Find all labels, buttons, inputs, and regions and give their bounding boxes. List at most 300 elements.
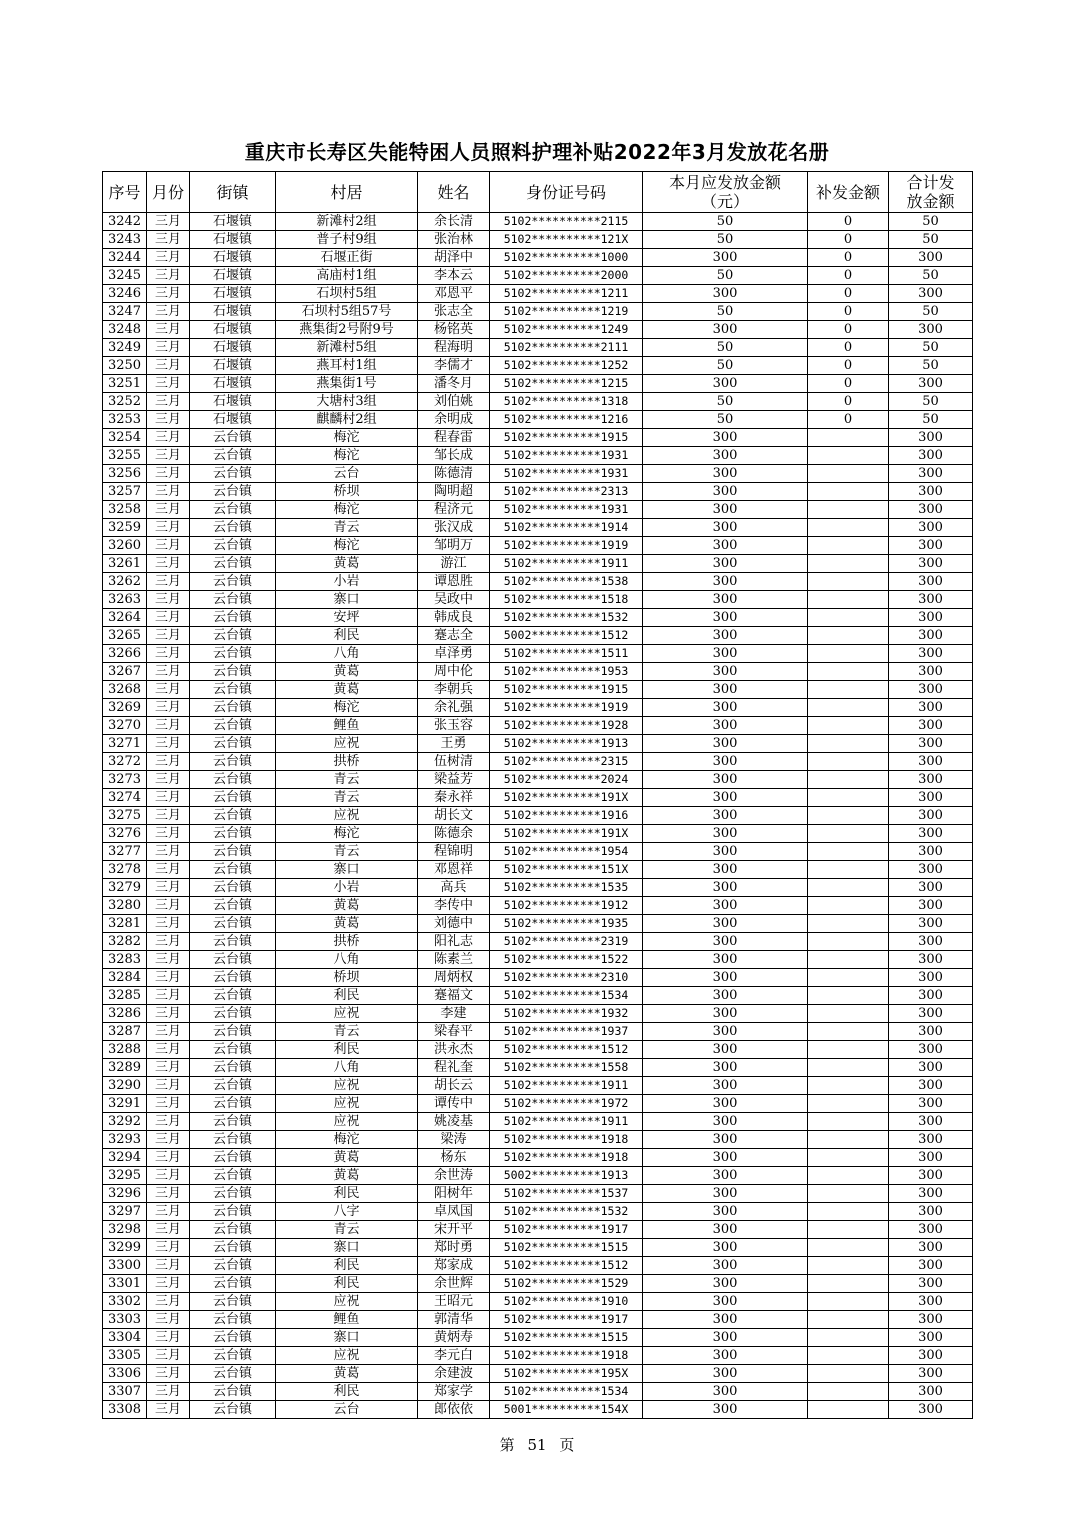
cell-backpay	[808, 1131, 889, 1149]
cell-monthly-amount: 50	[643, 267, 808, 285]
cell-backpay: 0	[808, 231, 889, 249]
cell-index: 3287	[103, 1023, 147, 1041]
table-row	[103, 1113, 973, 1131]
cell-total: 300	[889, 519, 973, 537]
cell-monthly-amount: 300	[643, 681, 808, 699]
cell-monthly-amount: 300	[643, 609, 808, 627]
cell-id-number: 5102**********1916	[490, 807, 643, 825]
cell-total: 300	[889, 285, 973, 303]
cell-village: 八角	[276, 951, 418, 969]
cell-index: 3291	[103, 1095, 147, 1113]
cell-index: 3300	[103, 1257, 147, 1275]
cell-monthly-amount: 300	[643, 429, 808, 447]
cell-monthly-amount: 300	[643, 843, 808, 861]
table-row	[103, 807, 973, 825]
cell-index: 3263	[103, 591, 147, 609]
cell-backpay	[808, 1401, 889, 1419]
cell-monthly-amount: 300	[643, 1113, 808, 1131]
table-row	[103, 717, 973, 735]
cell-village: 黄葛	[276, 1167, 418, 1185]
cell-monthly-amount: 300	[643, 1023, 808, 1041]
cell-total: 300	[889, 591, 973, 609]
cell-id-number: 5102**********2319	[490, 933, 643, 951]
cell-id-number: 5102**********191X	[490, 825, 643, 843]
cell-total: 300	[889, 645, 973, 663]
cell-month: 三月	[147, 339, 190, 357]
cell-village: 青云	[276, 843, 418, 861]
cell-id-number: 5102**********1512	[490, 1041, 643, 1059]
cell-name: 余明成	[418, 411, 490, 429]
cell-town: 石堰镇	[190, 339, 276, 357]
cell-month: 三月	[147, 861, 190, 879]
cell-monthly-amount: 300	[643, 1383, 808, 1401]
cell-name: 张汉成	[418, 519, 490, 537]
cell-name: 周炳权	[418, 969, 490, 987]
cell-month: 三月	[147, 1293, 190, 1311]
cell-total: 300	[889, 1185, 973, 1203]
cell-monthly-amount: 50	[643, 411, 808, 429]
cell-id-number: 5102**********1918	[490, 1347, 643, 1365]
cell-total: 300	[889, 1293, 973, 1311]
cell-index: 3257	[103, 483, 147, 501]
cell-index: 3276	[103, 825, 147, 843]
cell-total: 300	[889, 933, 973, 951]
cell-village: 黄葛	[276, 1149, 418, 1167]
cell-town: 石堰镇	[190, 285, 276, 303]
cell-village: 利民	[276, 987, 418, 1005]
cell-id-number: 5102**********1000	[490, 249, 643, 267]
cell-total: 300	[889, 627, 973, 645]
cell-total: 300	[889, 1221, 973, 1239]
table-row	[103, 1311, 973, 1329]
table-row	[103, 897, 973, 915]
cell-town: 云台镇	[190, 843, 276, 861]
cell-village: 利民	[276, 1383, 418, 1401]
cell-name: 蹇志全	[418, 627, 490, 645]
cell-backpay: 0	[808, 339, 889, 357]
cell-village: 麒麟村2组	[276, 411, 418, 429]
cell-town: 云台镇	[190, 663, 276, 681]
cell-backpay	[808, 1365, 889, 1383]
cell-village: 寨口	[276, 591, 418, 609]
table-row	[103, 555, 973, 573]
cell-id-number: 5102**********1558	[490, 1059, 643, 1077]
cell-name: 郑家成	[418, 1257, 490, 1275]
cell-backpay	[808, 1059, 889, 1077]
cell-index: 3260	[103, 537, 147, 555]
table-row	[103, 537, 973, 555]
cell-monthly-amount: 300	[643, 1401, 808, 1419]
cell-backpay	[808, 1203, 889, 1221]
cell-id-number: 5102**********195X	[490, 1365, 643, 1383]
cell-village: 梅沱	[276, 429, 418, 447]
cell-monthly-amount: 300	[643, 1005, 808, 1023]
cell-backpay: 0	[808, 393, 889, 411]
cell-monthly-amount: 300	[643, 915, 808, 933]
cell-backpay: 0	[808, 249, 889, 267]
cell-month: 三月	[147, 1167, 190, 1185]
cell-town: 云台镇	[190, 1023, 276, 1041]
cell-month: 三月	[147, 213, 190, 231]
cell-month: 三月	[147, 573, 190, 591]
cell-monthly-amount: 300	[643, 1149, 808, 1167]
cell-monthly-amount: 300	[643, 807, 808, 825]
cell-index: 3275	[103, 807, 147, 825]
cell-month: 三月	[147, 519, 190, 537]
cell-name: 张玉容	[418, 717, 490, 735]
table-row	[103, 951, 973, 969]
cell-month: 三月	[147, 1311, 190, 1329]
cell-name: 吴政中	[418, 591, 490, 609]
cell-month: 三月	[147, 1059, 190, 1077]
cell-name: 阳礼志	[418, 933, 490, 951]
cell-village: 新滩村2组	[276, 213, 418, 231]
table-row	[103, 591, 973, 609]
cell-monthly-amount: 300	[643, 1203, 808, 1221]
cell-id-number: 5102**********1249	[490, 321, 643, 339]
cell-village: 梅沱	[276, 699, 418, 717]
cell-index: 3293	[103, 1131, 147, 1149]
cell-town: 云台镇	[190, 1059, 276, 1077]
cell-backpay	[808, 519, 889, 537]
cell-monthly-amount: 300	[643, 465, 808, 483]
cell-total: 300	[889, 1113, 973, 1131]
cell-backpay	[808, 807, 889, 825]
cell-backpay	[808, 753, 889, 771]
cell-total: 300	[889, 1329, 973, 1347]
cell-backpay	[808, 1329, 889, 1347]
cell-total: 300	[889, 861, 973, 879]
cell-village: 应祝	[276, 1077, 418, 1095]
cell-total: 300	[889, 321, 973, 339]
page-number: 51	[527, 1436, 547, 1454]
cell-total: 50	[889, 267, 973, 285]
cell-monthly-amount: 300	[643, 555, 808, 573]
cell-town: 石堰镇	[190, 249, 276, 267]
cell-name: 高兵	[418, 879, 490, 897]
cell-town: 云台镇	[190, 1275, 276, 1293]
cell-id-number: 5102**********1529	[490, 1275, 643, 1293]
cell-name: 程济元	[418, 501, 490, 519]
cell-name: 李传中	[418, 897, 490, 915]
footer-prefix: 第	[499, 1436, 515, 1454]
cell-town: 云台镇	[190, 447, 276, 465]
col-header-index: 序号	[103, 172, 147, 213]
cell-village: 石堰正街	[276, 249, 418, 267]
cell-total: 300	[889, 951, 973, 969]
cell-month: 三月	[147, 1365, 190, 1383]
cell-index: 3292	[103, 1113, 147, 1131]
cell-month: 三月	[147, 1329, 190, 1347]
cell-monthly-amount: 50	[643, 213, 808, 231]
table-row	[103, 1023, 973, 1041]
cell-index: 3284	[103, 969, 147, 987]
cell-town: 云台镇	[190, 519, 276, 537]
cell-month: 三月	[147, 1239, 190, 1257]
table-row	[103, 879, 973, 897]
cell-month: 三月	[147, 969, 190, 987]
cell-id-number: 5102**********1915	[490, 429, 643, 447]
cell-village: 应祝	[276, 1113, 418, 1131]
cell-index: 3282	[103, 933, 147, 951]
cell-id-number: 5102**********1911	[490, 555, 643, 573]
cell-name: 余长清	[418, 213, 490, 231]
table-row	[103, 1059, 973, 1077]
cell-village: 青云	[276, 1221, 418, 1239]
cell-monthly-amount: 50	[643, 303, 808, 321]
cell-monthly-amount: 300	[643, 1131, 808, 1149]
cell-index: 3249	[103, 339, 147, 357]
cell-backpay	[808, 987, 889, 1005]
cell-index: 3295	[103, 1167, 147, 1185]
table-row	[103, 969, 973, 987]
cell-total: 300	[889, 447, 973, 465]
table-row	[103, 429, 973, 447]
cell-town: 云台镇	[190, 1203, 276, 1221]
table-row	[103, 735, 973, 753]
cell-village: 桥坝	[276, 969, 418, 987]
cell-backpay	[808, 789, 889, 807]
cell-total: 50	[889, 357, 973, 375]
cell-town: 云台镇	[190, 1113, 276, 1131]
table-row	[103, 1275, 973, 1293]
cell-backpay: 0	[808, 357, 889, 375]
cell-backpay	[808, 1077, 889, 1095]
cell-village: 黄葛	[276, 1365, 418, 1383]
cell-backpay	[808, 1275, 889, 1293]
cell-town: 石堰镇	[190, 357, 276, 375]
cell-month: 三月	[147, 609, 190, 627]
cell-index: 3299	[103, 1239, 147, 1257]
cell-id-number: 5102**********1919	[490, 537, 643, 555]
cell-month: 三月	[147, 879, 190, 897]
cell-monthly-amount: 300	[643, 1239, 808, 1257]
cell-id-number: 5102**********1914	[490, 519, 643, 537]
cell-month: 三月	[147, 1023, 190, 1041]
cell-backpay	[808, 843, 889, 861]
table-row	[103, 987, 973, 1005]
cell-name: 程锦明	[418, 843, 490, 861]
cell-month: 三月	[147, 987, 190, 1005]
cell-id-number: 5102**********1219	[490, 303, 643, 321]
cell-town: 云台镇	[190, 681, 276, 699]
cell-id-number: 5102**********2313	[490, 483, 643, 501]
cell-name: 陈素兰	[418, 951, 490, 969]
cell-monthly-amount: 300	[643, 771, 808, 789]
cell-index: 3273	[103, 771, 147, 789]
cell-index: 3305	[103, 1347, 147, 1365]
cell-name: 王昭元	[418, 1293, 490, 1311]
cell-village: 小岩	[276, 879, 418, 897]
cell-village: 黄葛	[276, 915, 418, 933]
cell-index: 3247	[103, 303, 147, 321]
cell-monthly-amount: 300	[643, 1275, 808, 1293]
cell-backpay	[808, 1005, 889, 1023]
cell-month: 三月	[147, 591, 190, 609]
cell-town: 云台镇	[190, 771, 276, 789]
cell-month: 三月	[147, 843, 190, 861]
cell-town: 云台镇	[190, 879, 276, 897]
cell-name: 邹明万	[418, 537, 490, 555]
cell-total: 300	[889, 699, 973, 717]
cell-index: 3290	[103, 1077, 147, 1095]
cell-town: 云台镇	[190, 1329, 276, 1347]
cell-month: 三月	[147, 1383, 190, 1401]
cell-total: 50	[889, 393, 973, 411]
cell-name: 郑家学	[418, 1383, 490, 1401]
cell-month: 三月	[147, 933, 190, 951]
cell-monthly-amount: 300	[643, 573, 808, 591]
cell-name: 梁春平	[418, 1023, 490, 1041]
cell-village: 燕耳村1组	[276, 357, 418, 375]
cell-monthly-amount: 300	[643, 1293, 808, 1311]
cell-id-number: 5102**********1318	[490, 393, 643, 411]
cell-town: 云台镇	[190, 897, 276, 915]
cell-village: 新滩村5组	[276, 339, 418, 357]
cell-total: 300	[889, 573, 973, 591]
cell-total: 300	[889, 825, 973, 843]
cell-monthly-amount: 300	[643, 951, 808, 969]
cell-village: 应祝	[276, 1095, 418, 1113]
cell-name: 余世辉	[418, 1275, 490, 1293]
cell-town: 石堰镇	[190, 213, 276, 231]
cell-backpay: 0	[808, 213, 889, 231]
cell-index: 3279	[103, 879, 147, 897]
cell-total: 300	[889, 681, 973, 699]
col-header-village: 村居	[276, 172, 418, 213]
cell-month: 三月	[147, 285, 190, 303]
cell-backpay	[808, 1113, 889, 1131]
page-title: 重庆市长寿区失能特困人员照料护理补贴2022年3月发放花名册	[244, 140, 830, 164]
cell-town: 石堰镇	[190, 303, 276, 321]
cell-name: 阳树年	[418, 1185, 490, 1203]
cell-id-number: 5102**********1910	[490, 1293, 643, 1311]
cell-month: 三月	[147, 447, 190, 465]
cell-village: 八角	[276, 1059, 418, 1077]
cell-town: 云台镇	[190, 1077, 276, 1095]
cell-village: 寨口	[276, 1329, 418, 1347]
cell-id-number: 5102**********1931	[490, 447, 643, 465]
cell-town: 云台镇	[190, 969, 276, 987]
cell-name: 卓凤国	[418, 1203, 490, 1221]
cell-backpay	[808, 465, 889, 483]
cell-id-number: 5102**********1932	[490, 1005, 643, 1023]
cell-name: 李儒才	[418, 357, 490, 375]
cell-index: 3259	[103, 519, 147, 537]
cell-village: 石坝村5组	[276, 285, 418, 303]
cell-id-number: 5102**********1511	[490, 645, 643, 663]
cell-village: 小岩	[276, 573, 418, 591]
cell-index: 3301	[103, 1275, 147, 1293]
roster-body	[103, 213, 973, 1419]
col-header-total: 合计发放金额	[889, 172, 973, 213]
cell-id-number: 5102**********1913	[490, 735, 643, 753]
cell-backpay	[808, 915, 889, 933]
cell-index: 3304	[103, 1329, 147, 1347]
cell-town: 石堰镇	[190, 375, 276, 393]
table-row	[103, 267, 973, 285]
cell-town: 云台镇	[190, 951, 276, 969]
cell-total: 300	[889, 1383, 973, 1401]
table-row	[103, 1257, 973, 1275]
cell-total: 50	[889, 231, 973, 249]
cell-id-number: 5102**********1522	[490, 951, 643, 969]
cell-village: 大塘村3组	[276, 393, 418, 411]
cell-total: 300	[889, 807, 973, 825]
cell-id-number: 5102**********1532	[490, 609, 643, 627]
table-row	[103, 1095, 973, 1113]
cell-town: 石堰镇	[190, 321, 276, 339]
cell-total: 300	[889, 717, 973, 735]
cell-id-number: 5102**********1972	[490, 1095, 643, 1113]
cell-total: 300	[889, 771, 973, 789]
table-row	[103, 1401, 973, 1419]
cell-monthly-amount: 300	[643, 1311, 808, 1329]
cell-monthly-amount: 50	[643, 393, 808, 411]
cell-backpay	[808, 1149, 889, 1167]
table-row	[103, 285, 973, 303]
cell-village: 应祝	[276, 1347, 418, 1365]
cell-index: 3252	[103, 393, 147, 411]
cell-monthly-amount: 300	[643, 1167, 808, 1185]
cell-town: 云台镇	[190, 1185, 276, 1203]
cell-backpay	[808, 537, 889, 555]
table-row	[103, 1347, 973, 1365]
cell-village: 利民	[276, 1041, 418, 1059]
table-row	[103, 1383, 973, 1401]
cell-name: 卓泽勇	[418, 645, 490, 663]
cell-monthly-amount: 300	[643, 1365, 808, 1383]
header-row	[103, 172, 973, 213]
table-row	[103, 357, 973, 375]
table-row	[103, 681, 973, 699]
footer-suffix: 页	[559, 1436, 575, 1454]
cell-index: 3264	[103, 609, 147, 627]
table-row	[103, 231, 973, 249]
cell-index: 3244	[103, 249, 147, 267]
cell-monthly-amount: 300	[643, 879, 808, 897]
cell-town: 云台镇	[190, 573, 276, 591]
cell-town: 石堰镇	[190, 393, 276, 411]
cell-total: 300	[889, 249, 973, 267]
cell-total: 300	[889, 465, 973, 483]
roster-table	[102, 171, 973, 1419]
cell-id-number: 5102**********1518	[490, 591, 643, 609]
cell-month: 三月	[147, 429, 190, 447]
cell-index: 3261	[103, 555, 147, 573]
cell-backpay	[808, 645, 889, 663]
cell-id-number: 5102**********1919	[490, 699, 643, 717]
cell-id-number: 5102**********1211	[490, 285, 643, 303]
cell-name: 游江	[418, 555, 490, 573]
cell-month: 三月	[147, 1185, 190, 1203]
cell-name: 谭恩胜	[418, 573, 490, 591]
table-row	[103, 1149, 973, 1167]
cell-town: 云台镇	[190, 753, 276, 771]
cell-id-number: 5102**********1911	[490, 1077, 643, 1095]
table-row	[103, 843, 973, 861]
cell-backpay	[808, 1221, 889, 1239]
cell-backpay	[808, 699, 889, 717]
cell-backpay	[808, 1023, 889, 1041]
cell-backpay	[808, 897, 889, 915]
cell-total: 300	[889, 555, 973, 573]
cell-village: 梅沱	[276, 825, 418, 843]
cell-month: 三月	[147, 375, 190, 393]
cell-name: 黄炳寿	[418, 1329, 490, 1347]
cell-village: 梅沱	[276, 1131, 418, 1149]
table-row	[103, 1041, 973, 1059]
